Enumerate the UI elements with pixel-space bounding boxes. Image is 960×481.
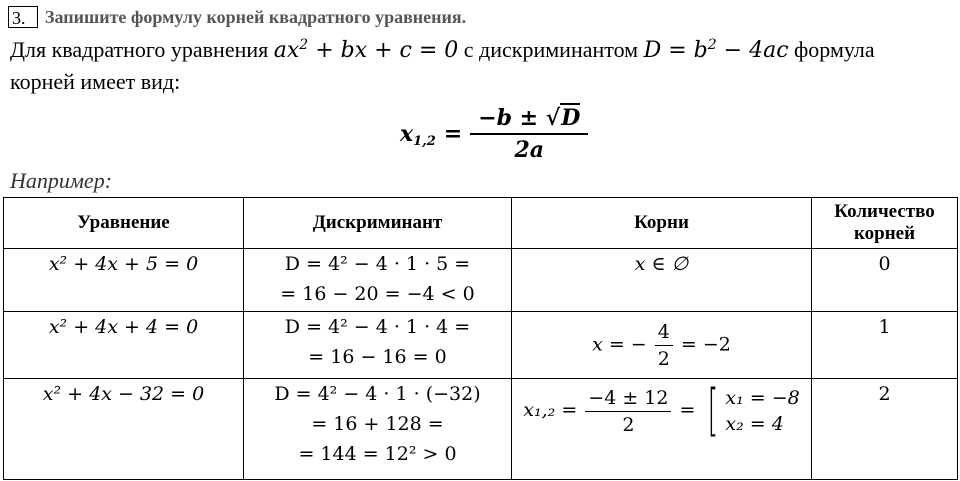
count-cell: 0 [812, 249, 958, 312]
count-cell: 2 [812, 379, 958, 480]
example-label: Например: [10, 168, 113, 193]
formula-eq: = [443, 121, 463, 147]
count-cell: 1 [812, 312, 958, 379]
intro-text-3: формула [794, 37, 875, 62]
task-number: 3. [8, 6, 38, 28]
discriminant-cell: D = 4² − 4 · 1 · (−32) = 16 + 128 = = 144 = 12² > 0 [244, 379, 512, 480]
roots-fraction: $\frac{4}{2}$ [655, 319, 673, 372]
equation-cell: x² + 4x + 4 = 0 [4, 312, 244, 379]
discriminant-cell: D = 4² − 4 · 1 · 5 = = 16 − 20 = −4 < 0 [244, 249, 512, 312]
examples-table [3, 197, 958, 480]
roots-system: [ x₁ = −8 x₂ = 4 [706, 378, 800, 443]
intro-line-1 [10, 36, 875, 65]
table-row [4, 312, 958, 379]
roots-cell: x = − $\frac{4}{2}$ = −2 [512, 312, 812, 379]
table-header-row [4, 198, 958, 249]
intro-text-1: Для квадратного уравнения [10, 37, 269, 62]
formula-lhs: $x_{1,2}$ [400, 121, 436, 149]
table-row [4, 249, 958, 312]
header-equation: Уравнение [4, 198, 244, 249]
task-title: Запишите формулу корней квадратного уравнения. [45, 7, 467, 27]
equation-cell: x² + 4x + 5 = 0 [4, 249, 244, 312]
bracket-icon: [ [706, 378, 718, 443]
discriminant-inline: $D = b^2 - 4ac$ [643, 37, 789, 63]
roots-cell: x₁,₂ = $\frac{-4 \pm 12}{2}$ = [ x₁ = −8 x₂ = 4 [512, 379, 812, 480]
formula-fraction: $\frac{-b \pm √D}{2a}$ [474, 105, 584, 163]
table-row [4, 379, 958, 480]
intro-text-2: с дискриминантом [463, 37, 639, 62]
intro-line-2: корней имеет вид: [10, 69, 181, 94]
roots-cell: x ∈ ∅ [512, 249, 812, 312]
equation-inline: $ax^2$ + bx + c = 0 [273, 37, 459, 63]
header-count: Количество корней [812, 198, 958, 249]
roots-formula [400, 100, 588, 168]
roots-fraction: $\frac{-4 \pm 12}{2}$ [585, 385, 671, 438]
header-discriminant: Дискриминант [244, 198, 512, 249]
equation-cell: x² + 4x − 32 = 0 [4, 379, 244, 480]
header-roots: Корни [512, 198, 812, 249]
discriminant-cell: D = 4² − 4 · 1 · 4 = = 16 − 16 = 0 [244, 312, 512, 379]
